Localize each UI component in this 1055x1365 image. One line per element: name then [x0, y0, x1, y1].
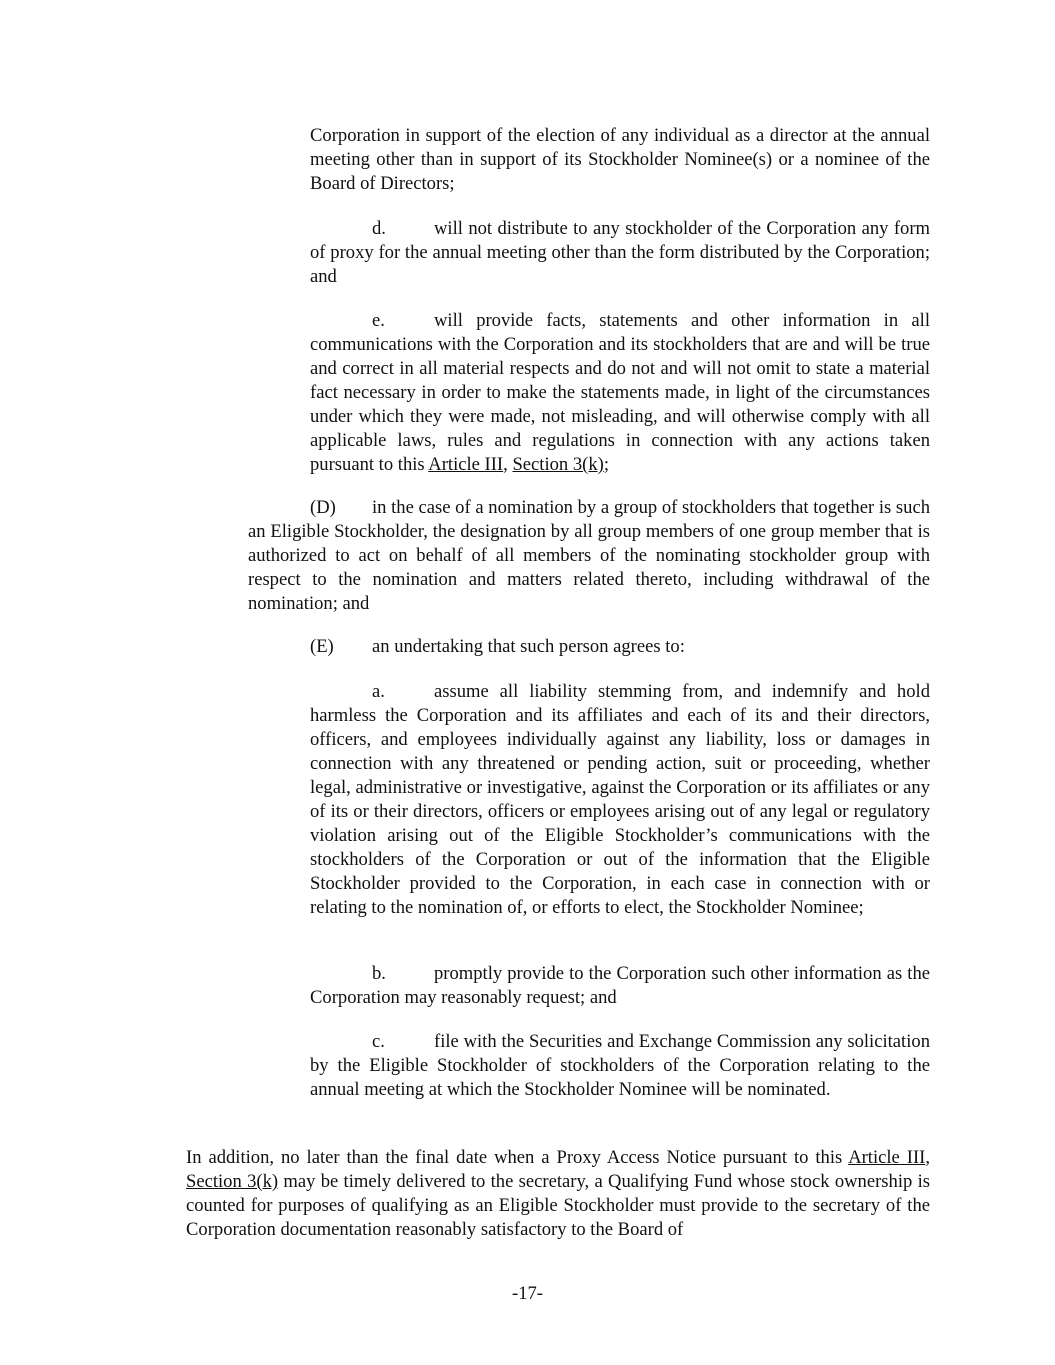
paragraph-text: file with the Securities and Exchange Commission any solicitation by the Eligible Stockholder of stockholders of the Corporation relating to the annual meeting at which the Stockholder Nominee will be nominated. [310, 1031, 930, 1100]
item-label: e. [372, 310, 385, 331]
item-label: d. [372, 218, 386, 239]
paragraph-D [248, 496, 930, 616]
paragraph-e [310, 309, 930, 477]
paragraph-text: an undertaking that such person agrees to: [372, 636, 685, 657]
paragraph-text: In addition, no later than the final date when a Proxy Access Notice pursuant to this [186, 1147, 849, 1168]
paragraph-E [310, 635, 930, 659]
paragraph-text-continued: may be timely delivered to the secretary, a Qualifying Fund whose stock ownership is counted for purposes of qualifying as an Eligible Stockholder must provide to the secretary of the Corporation documentation reasonably satisfactory to the Board of [186, 1171, 930, 1240]
item-label: (E) [310, 636, 334, 657]
article-reference-link[interactable]: Article III [428, 454, 504, 475]
paragraph-text: in the case of a nomination by a group of stockholders that together is such an Eligible Stockholder, the designation by all group members of one group member that is authorized to act on behalf of all members of the nominating stockholder group with respect to the nomination and matters related thereto, including withdrawal of the nomination; and [248, 497, 930, 614]
paragraph-end: ; [603, 454, 610, 475]
paragraph-text: Corporation in support of the election of any individual as a director at the annual meeting other than in support of its Stockholder Nominee(s) or a nominee of the Board of Directors; [310, 125, 930, 194]
article-reference-link[interactable]: Article III [848, 1147, 926, 1168]
paragraph-a [310, 680, 930, 920]
item-label: c. [372, 1031, 385, 1052]
section-reference-link[interactable]: Section 3(k) [512, 454, 604, 475]
paragraph-c-continued [310, 124, 930, 196]
page-number: -17- [512, 1283, 543, 1304]
item-label: b. [372, 963, 386, 984]
item-label: a. [372, 681, 385, 702]
item-label: (D) [310, 497, 336, 518]
reference-separator: , [503, 454, 513, 475]
paragraph-text: will provide facts, statements and other information in all communications with the Corporation and its stockholders that are and will be true and correct in all material respects and do not and will not omit to state a material fact necessary in order to make the statements made, in light of the circumstances under which they were made, not misleading, and will otherwise comply with all applicable laws, rules and regulations in connection with any actions taken pursuant to this [310, 310, 930, 475]
reference-separator: , [925, 1147, 930, 1168]
section-reference-link[interactable]: Section 3(k) [186, 1171, 279, 1192]
paragraph-b [310, 962, 930, 1010]
paragraph-text: will not distribute to any stockholder of the Corporation any form of proxy for the annual meeting other than the form distributed by the Corporation; and [310, 218, 930, 287]
paragraph-text: promptly provide to the Corporation such other information as the Corporation may reasonably request; and [310, 963, 930, 1008]
paragraph-c [310, 1030, 930, 1102]
paragraph-text: assume all liability stemming from, and indemnify and hold harmless the Corporation and its affiliates and each of its and their directors, officers, and employees individually against any liability, loss or damages in connection with any threatened or pending action, suit or proceeding, whether legal, administrative or investigative, against the Corporation or its affiliates or any of its or their directors, officers or employees arising out of any legal or regulatory violation arising out of the Eligible Stockholder’s communications with the stockholders of the Corporation or out of the information that the Eligible Stockholder provided to the Corporation, in each case in connection with or relating to the nomination of, or efforts to elect, the Stockholder Nominee; [310, 681, 930, 918]
paragraph-in-addition [186, 1146, 930, 1242]
paragraph-d [310, 217, 930, 289]
